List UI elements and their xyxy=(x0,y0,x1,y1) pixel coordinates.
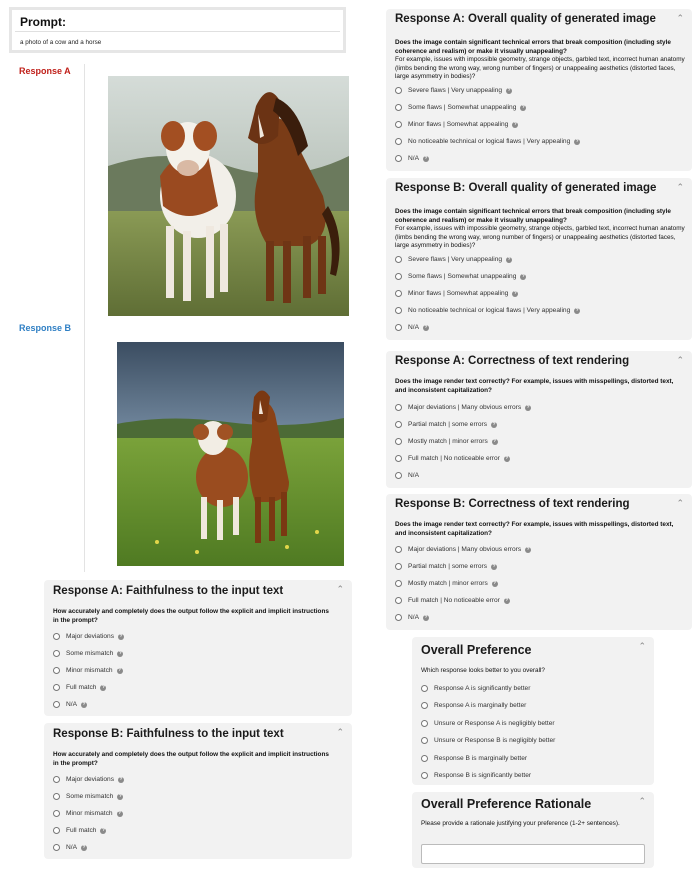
faith-b-option-4[interactable] xyxy=(53,826,106,835)
text-a-option-5[interactable] xyxy=(395,471,419,480)
faith-a-option-1[interactable] xyxy=(53,632,124,641)
radio-button[interactable] xyxy=(395,421,402,428)
faith-b-option-2[interactable] xyxy=(53,792,123,801)
radio-button[interactable] xyxy=(395,87,402,94)
option-label: Severe flaws | Very unappealing xyxy=(408,256,503,263)
option-label: N/A xyxy=(408,614,419,621)
help-icon[interactable]: ? xyxy=(118,668,121,673)
quality-a-card xyxy=(386,9,692,171)
help-icon[interactable]: ? xyxy=(526,405,530,410)
faith-b-question-bold: How accurately and completely does the output follow the explicit and implicit instructions in the prompt? xyxy=(53,751,329,767)
help-icon[interactable]: ? xyxy=(575,139,579,144)
help-icon[interactable]: ? xyxy=(82,845,86,850)
preference-option-4[interactable] xyxy=(421,736,555,745)
option-label: Minor flaws | Somewhat appealing xyxy=(408,290,509,297)
help-icon[interactable]: ? xyxy=(101,828,105,833)
preference-card xyxy=(412,637,654,785)
faith-a-option-2[interactable] xyxy=(53,649,123,658)
text-b-option-1[interactable] xyxy=(395,545,531,554)
quality-b-question-bold: Does the image contain significant technical errors that break composition (including style coherence and realism) or make it visually unappealing? xyxy=(395,208,671,224)
option-label: Mostly match | minor errors xyxy=(408,438,488,445)
option-label: Minor mismatch xyxy=(66,667,113,674)
radio-button[interactable] xyxy=(395,155,402,162)
radio-button[interactable] xyxy=(395,273,402,280)
chevron-up-icon[interactable]: ⌃ xyxy=(336,727,344,737)
faith-a-option-3[interactable] xyxy=(53,666,123,675)
response-divider-line xyxy=(84,64,85,572)
text-b-question-bold: Does the image render text correctly? For example, issues with misspellings, distorted text, and inconsistent capitalization? xyxy=(395,521,674,537)
text-a-question-bold: Does the image render text correctly? For example, issues with misspellings, distorted text, and inconsistent capitalization? xyxy=(395,378,674,394)
quality-a-title: Response A: Overall quality of generated image xyxy=(395,13,656,25)
radio-button[interactable] xyxy=(395,614,402,621)
response-a-image xyxy=(108,76,349,316)
quality-a-option-5[interactable] xyxy=(395,154,429,163)
option-label: Major deviations xyxy=(66,633,115,640)
option-label: Unsure or Response A is negligibly better xyxy=(434,720,555,727)
faith-b-question xyxy=(53,751,333,768)
radio-button[interactable] xyxy=(421,755,428,762)
radio-button[interactable] xyxy=(53,793,60,800)
quality-b-question xyxy=(395,208,685,251)
option-label: Full match xyxy=(66,684,97,691)
text-b-option-5[interactable] xyxy=(395,613,429,622)
option-label: Response A is significantly better xyxy=(434,685,531,692)
text-b-title: Response B: Correctness of text rendering xyxy=(395,498,630,510)
help-icon[interactable]: ? xyxy=(507,257,511,262)
radio-button[interactable] xyxy=(395,563,402,570)
prompt-panel xyxy=(9,7,346,53)
faith-a-question xyxy=(53,608,333,625)
text-b-option-2[interactable] xyxy=(395,562,497,571)
radio-button[interactable] xyxy=(395,138,402,145)
help-icon[interactable]: ? xyxy=(424,156,428,161)
option-label: Major deviations xyxy=(66,776,115,783)
option-label: Full match | No noticeable error xyxy=(408,455,500,462)
option-label: Some mismatch xyxy=(66,650,114,657)
radio-button[interactable] xyxy=(395,455,402,462)
radio-button[interactable] xyxy=(395,104,402,111)
text-b-card xyxy=(386,494,692,630)
radio-button[interactable] xyxy=(421,720,428,727)
radio-button[interactable] xyxy=(395,307,402,314)
quality-a-question-detail: For example, issues with impossible geometry, strange objects, garbled text, incorrect human anatomy (limbs bending the wrong way, wrong number of fingers) or unappealing aesthetics (distorted faces, large asymmetry in bodies)? xyxy=(395,56,685,81)
option-label: Partial match | some errors xyxy=(408,421,488,428)
text-a-option-2[interactable] xyxy=(395,420,497,429)
response-b-image xyxy=(117,342,344,566)
chevron-up-icon[interactable]: ⌃ xyxy=(676,13,684,23)
faith-a-title: Response A: Faithfulness to the input text xyxy=(53,585,284,597)
radio-button[interactable] xyxy=(421,685,428,692)
preference-question: Which response looks better to you overall? xyxy=(421,667,545,674)
quality-a-question-bold: Does the image contain significant technical errors that break composition (including style coherence and realism) or make it visually unappealing? xyxy=(395,39,671,55)
option-label: N/A xyxy=(66,844,77,851)
help-icon[interactable]: ? xyxy=(119,634,123,639)
rationale-question: Please provide a rationale justifying your preference (1-2+ sentences). xyxy=(421,820,620,827)
option-label: Response A is marginally better xyxy=(434,702,527,709)
chevron-up-icon[interactable]: ⌃ xyxy=(638,796,646,806)
text-a-question xyxy=(395,378,675,395)
option-label: No noticeable technical or logical flaws | Very appealing xyxy=(408,307,571,314)
option-label: N/A xyxy=(408,324,419,331)
option-label: Response B is significantly better xyxy=(434,772,532,779)
preference-option-5[interactable] xyxy=(421,754,527,763)
faith-a-question-bold: How accurately and completely does the output follow the explicit and implicit instructions in the prompt? xyxy=(53,608,329,624)
radio-button[interactable] xyxy=(53,844,60,851)
option-label: Some flaws | Somewhat unappealing xyxy=(408,273,517,280)
radio-button[interactable] xyxy=(53,667,60,674)
help-icon[interactable]: ? xyxy=(119,777,123,782)
radio-button[interactable] xyxy=(53,810,60,817)
option-label: Minor flaws | Somewhat appealing xyxy=(408,121,509,128)
option-label: Full match | No noticeable error xyxy=(408,597,500,604)
option-label: Some flaws | Somewhat unappealing xyxy=(408,104,517,111)
quality-b-option-1[interactable] xyxy=(395,255,512,264)
text-a-option-1[interactable] xyxy=(395,403,531,412)
help-icon[interactable]: ? xyxy=(118,651,122,656)
option-label: Minor mismatch xyxy=(66,810,113,817)
text-b-option-4[interactable] xyxy=(395,596,510,605)
radio-button[interactable] xyxy=(395,121,402,128)
quality-b-option-5[interactable] xyxy=(395,323,429,332)
quality-a-option-4[interactable] xyxy=(395,137,580,146)
option-label: Partial match | some errors xyxy=(408,563,488,570)
option-label: Full match xyxy=(66,827,97,834)
radio-button[interactable] xyxy=(53,633,60,640)
radio-button[interactable] xyxy=(53,776,60,783)
option-label: Major deviations | Many obvious errors xyxy=(408,404,522,411)
faith-a-option-4[interactable] xyxy=(53,683,106,692)
radio-button[interactable] xyxy=(421,702,428,709)
radio-button[interactable] xyxy=(53,650,60,657)
quality-b-title: Response B: Overall quality of generated image xyxy=(395,182,657,194)
chevron-up-icon[interactable]: ⌃ xyxy=(676,498,684,508)
radio-button[interactable] xyxy=(395,546,402,553)
option-label: N/A xyxy=(408,155,419,162)
option-label: Some mismatch xyxy=(66,793,114,800)
quality-a-option-1[interactable] xyxy=(395,86,512,95)
text-a-option-4[interactable] xyxy=(395,454,510,463)
response-b-label: Response B xyxy=(19,323,72,333)
option-label: Mostly match | minor errors xyxy=(408,580,488,587)
faith-b-title: Response B: Faithfulness to the input text xyxy=(53,728,284,740)
text-b-question xyxy=(395,521,675,538)
help-icon[interactable]: ? xyxy=(424,325,428,330)
faith-b-option-3[interactable] xyxy=(53,809,123,818)
option-label: Severe flaws | Very unappealing xyxy=(408,87,503,94)
prompt-divider xyxy=(15,31,340,32)
radio-button[interactable] xyxy=(395,290,402,297)
help-icon[interactable]: ? xyxy=(492,564,496,569)
help-icon[interactable]: ? xyxy=(118,811,121,816)
quality-a-option-2[interactable] xyxy=(395,103,526,112)
faith-a-card xyxy=(44,580,352,716)
help-icon[interactable]: ? xyxy=(526,547,530,552)
radio-button[interactable] xyxy=(421,772,428,779)
preference-title: Overall Preference xyxy=(421,643,532,657)
chevron-up-icon[interactable]: ⌃ xyxy=(676,355,684,365)
radio-button[interactable] xyxy=(421,737,428,744)
option-label: N/A xyxy=(408,472,419,479)
response-a-label: Response A xyxy=(19,66,71,76)
help-icon[interactable]: ? xyxy=(521,274,525,279)
radio-button[interactable] xyxy=(395,438,402,445)
preference-option-2[interactable] xyxy=(421,701,526,710)
help-icon[interactable]: ? xyxy=(493,439,497,444)
preference-option-6[interactable] xyxy=(421,771,531,780)
radio-button[interactable] xyxy=(53,684,60,691)
radio-button[interactable] xyxy=(395,472,402,479)
help-icon[interactable]: ? xyxy=(505,456,509,461)
rationale-card xyxy=(412,792,654,868)
quality-b-question-detail: For example, issues with impossible geometry, strange objects, garbled text, incorrect human anatomy (limbs bending the wrong way, wrong number of fingers) or unappealing aesthetics (distorted faces, large asymmetry in bodies)? xyxy=(395,225,685,250)
radio-button[interactable] xyxy=(53,701,60,708)
radio-button[interactable] xyxy=(395,580,402,587)
quality-b-option-4[interactable] xyxy=(395,306,580,315)
prompt-title: Prompt: xyxy=(20,15,66,29)
text-a-title: Response A: Correctness of text rendering xyxy=(395,355,630,367)
option-label: No noticeable technical or logical flaws | Very appealing xyxy=(408,138,571,145)
option-label: Major deviations | Many obvious errors xyxy=(408,546,522,553)
help-icon[interactable]: ? xyxy=(507,88,511,93)
chevron-up-icon[interactable]: ⌃ xyxy=(336,584,344,594)
text-b-option-3[interactable] xyxy=(395,579,498,588)
radio-button[interactable] xyxy=(395,597,402,604)
help-icon[interactable]: ? xyxy=(493,581,497,586)
radio-button[interactable] xyxy=(395,324,402,331)
faith-b-option-5[interactable] xyxy=(53,843,87,852)
radio-button[interactable] xyxy=(53,827,60,834)
chevron-up-icon[interactable]: ⌃ xyxy=(638,641,646,651)
radio-button[interactable] xyxy=(395,404,402,411)
preference-option-1[interactable] xyxy=(421,684,530,693)
help-icon[interactable]: ? xyxy=(513,122,517,127)
prompt-text: a photo of a cow and a horse xyxy=(20,39,102,46)
faith-b-option-1[interactable] xyxy=(53,775,124,784)
chevron-up-icon[interactable]: ⌃ xyxy=(676,182,684,192)
help-icon[interactable]: ? xyxy=(492,422,496,427)
text-a-card xyxy=(386,351,692,488)
help-icon[interactable]: ? xyxy=(82,702,86,707)
quality-a-option-3[interactable] xyxy=(395,120,518,129)
quality-b-option-3[interactable] xyxy=(395,289,518,298)
help-icon[interactable]: ? xyxy=(513,291,517,296)
option-label: Response B is marginally better xyxy=(434,755,528,762)
help-icon[interactable]: ? xyxy=(521,105,525,110)
help-icon[interactable]: ? xyxy=(101,685,105,690)
quality-b-option-2[interactable] xyxy=(395,272,526,281)
rationale-title: Overall Preference Rationale xyxy=(421,797,592,811)
radio-button[interactable] xyxy=(395,256,402,263)
text-a-option-3[interactable] xyxy=(395,437,498,446)
rationale-textarea[interactable] xyxy=(421,844,645,864)
quality-b-card xyxy=(386,178,692,340)
option-label: N/A xyxy=(66,701,77,708)
help-icon[interactable]: ? xyxy=(505,598,509,603)
quality-a-question xyxy=(395,39,685,82)
preference-option-3[interactable] xyxy=(421,719,555,728)
help-icon[interactable]: ? xyxy=(424,615,428,620)
help-icon[interactable]: ? xyxy=(118,794,122,799)
help-icon[interactable]: ? xyxy=(575,308,579,313)
option-label: Unsure or Response B is negligibly better xyxy=(434,737,556,744)
faith-a-option-5[interactable] xyxy=(53,700,87,709)
faith-b-card xyxy=(44,723,352,859)
